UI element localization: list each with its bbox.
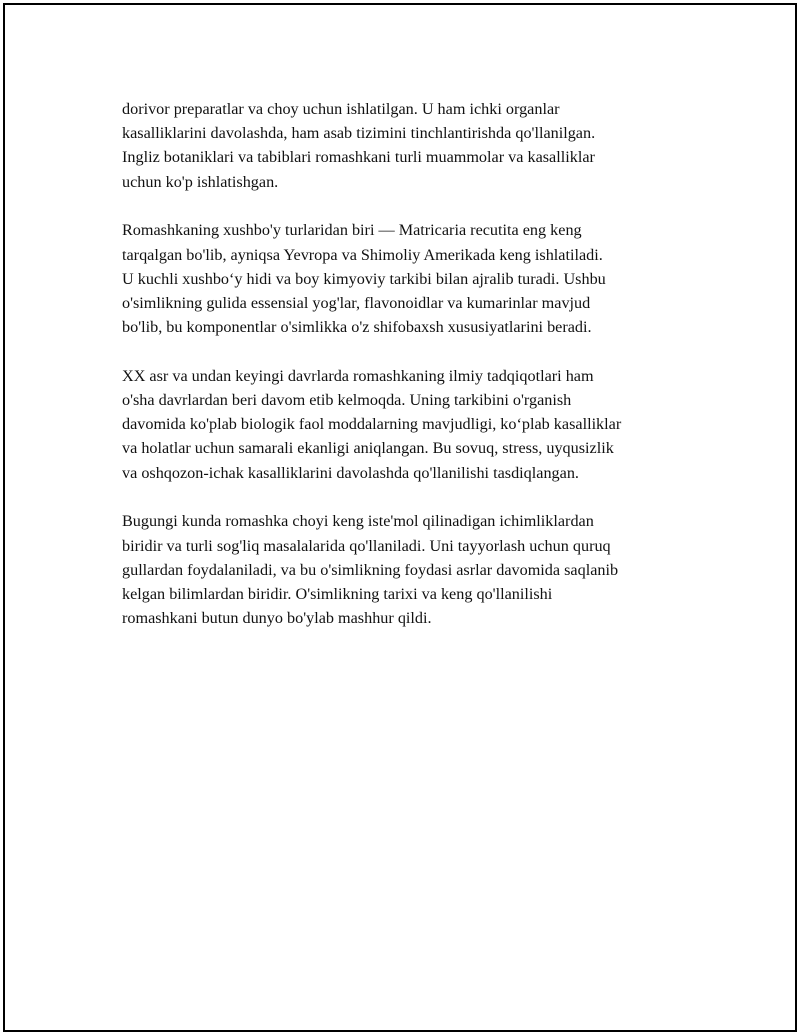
paragraph-2-line-1: Romashkaning xushbo'y turlaridan biri — Matricaria recutita eng keng [122,221,582,240]
paragraph-1-line-1: dorivor preparatlar va choy uchun ishlatilgan. U ham ichki organlar [122,100,560,118]
paragraph-4-line-1: Bugungi kunda romashka choyi keng iste'mol qilinadigan ichimliklardan [122,512,594,531]
paragraph-2-line-4: o'simlikning gulida essensial yog'lar, flavonoidlar va kumarinlar mavjud [122,293,591,312]
paragraph-2 [122,218,697,339]
paragraph-3-line-1: XX asr va undan keyingi davrlarda romashkaning ilmiy tadqiqotlari ham [122,366,594,385]
paragraph-2-line-3: U kuchli xushbo‘y hidi va boy kimyoviy tarkibi bilan ajralib turadi. Ushbu [122,269,606,288]
paragraph-4 [122,509,697,630]
paragraph-2-line-5: bo'lib, bu komponentlar o'simlikka o'z shifobaxsh xususiyatlarini beradi. [122,318,592,337]
paragraph-3 [122,364,697,485]
page-frame [3,3,797,1032]
paragraph-4-line-4: kelgan bilimlardan biridir. O'simlikning tarixi va keng qo'llanilishi [122,584,553,603]
paragraph-4-line-5: romashkani butun dunyo bo'ylab mashhur qildi. [122,609,432,628]
paragraph-4-line-2: biridir va turli sog'liq masalalarida qo'llaniladi. Uni tayyorlash uchun quruq [122,536,611,555]
paragraph-3-line-3: davomida ko'plab biologik faol moddalarning mavjudligi, ko‘plab kasalliklar [122,415,622,434]
paragraph-1-line-2: kasalliklarini davolashda, ham asab tizimini tinchlantirishda qo'llanilgan. [122,124,596,143]
paragraph-1-line-4: uchun ko'p ishlatishgan. [122,172,279,191]
paragraph-1-line-3: Ingliz botaniklari va tabiblari romashkani turli muammolar va kasalliklar [122,148,595,167]
paragraph-3-line-5: va oshqozon-ichak kasalliklarini davolashda qo'llanilishi tasdiqlangan. [122,463,579,482]
paragraph-4-line-3: gullardan foydalaniladi, va bu o'simlikning foydasi asrlar davomida saqlanib [122,560,619,579]
paragraph-2-line-2: tarqalgan bo'lib, ayniqsa Yevropa va Shimoliy Amerikada keng ishlatiladi. [122,245,603,264]
paragraph-3-line-2: o'sha davrlardan beri davom etib kelmoqda. Uning tarkibini o'rganish [122,391,572,410]
paragraph-1 [122,97,697,194]
document-body [122,97,697,630]
paragraph-3-line-4: va holatlar uchun samarali ekanligi aniqlangan. Bu sovuq, stress, uyqusizlik [122,439,614,458]
